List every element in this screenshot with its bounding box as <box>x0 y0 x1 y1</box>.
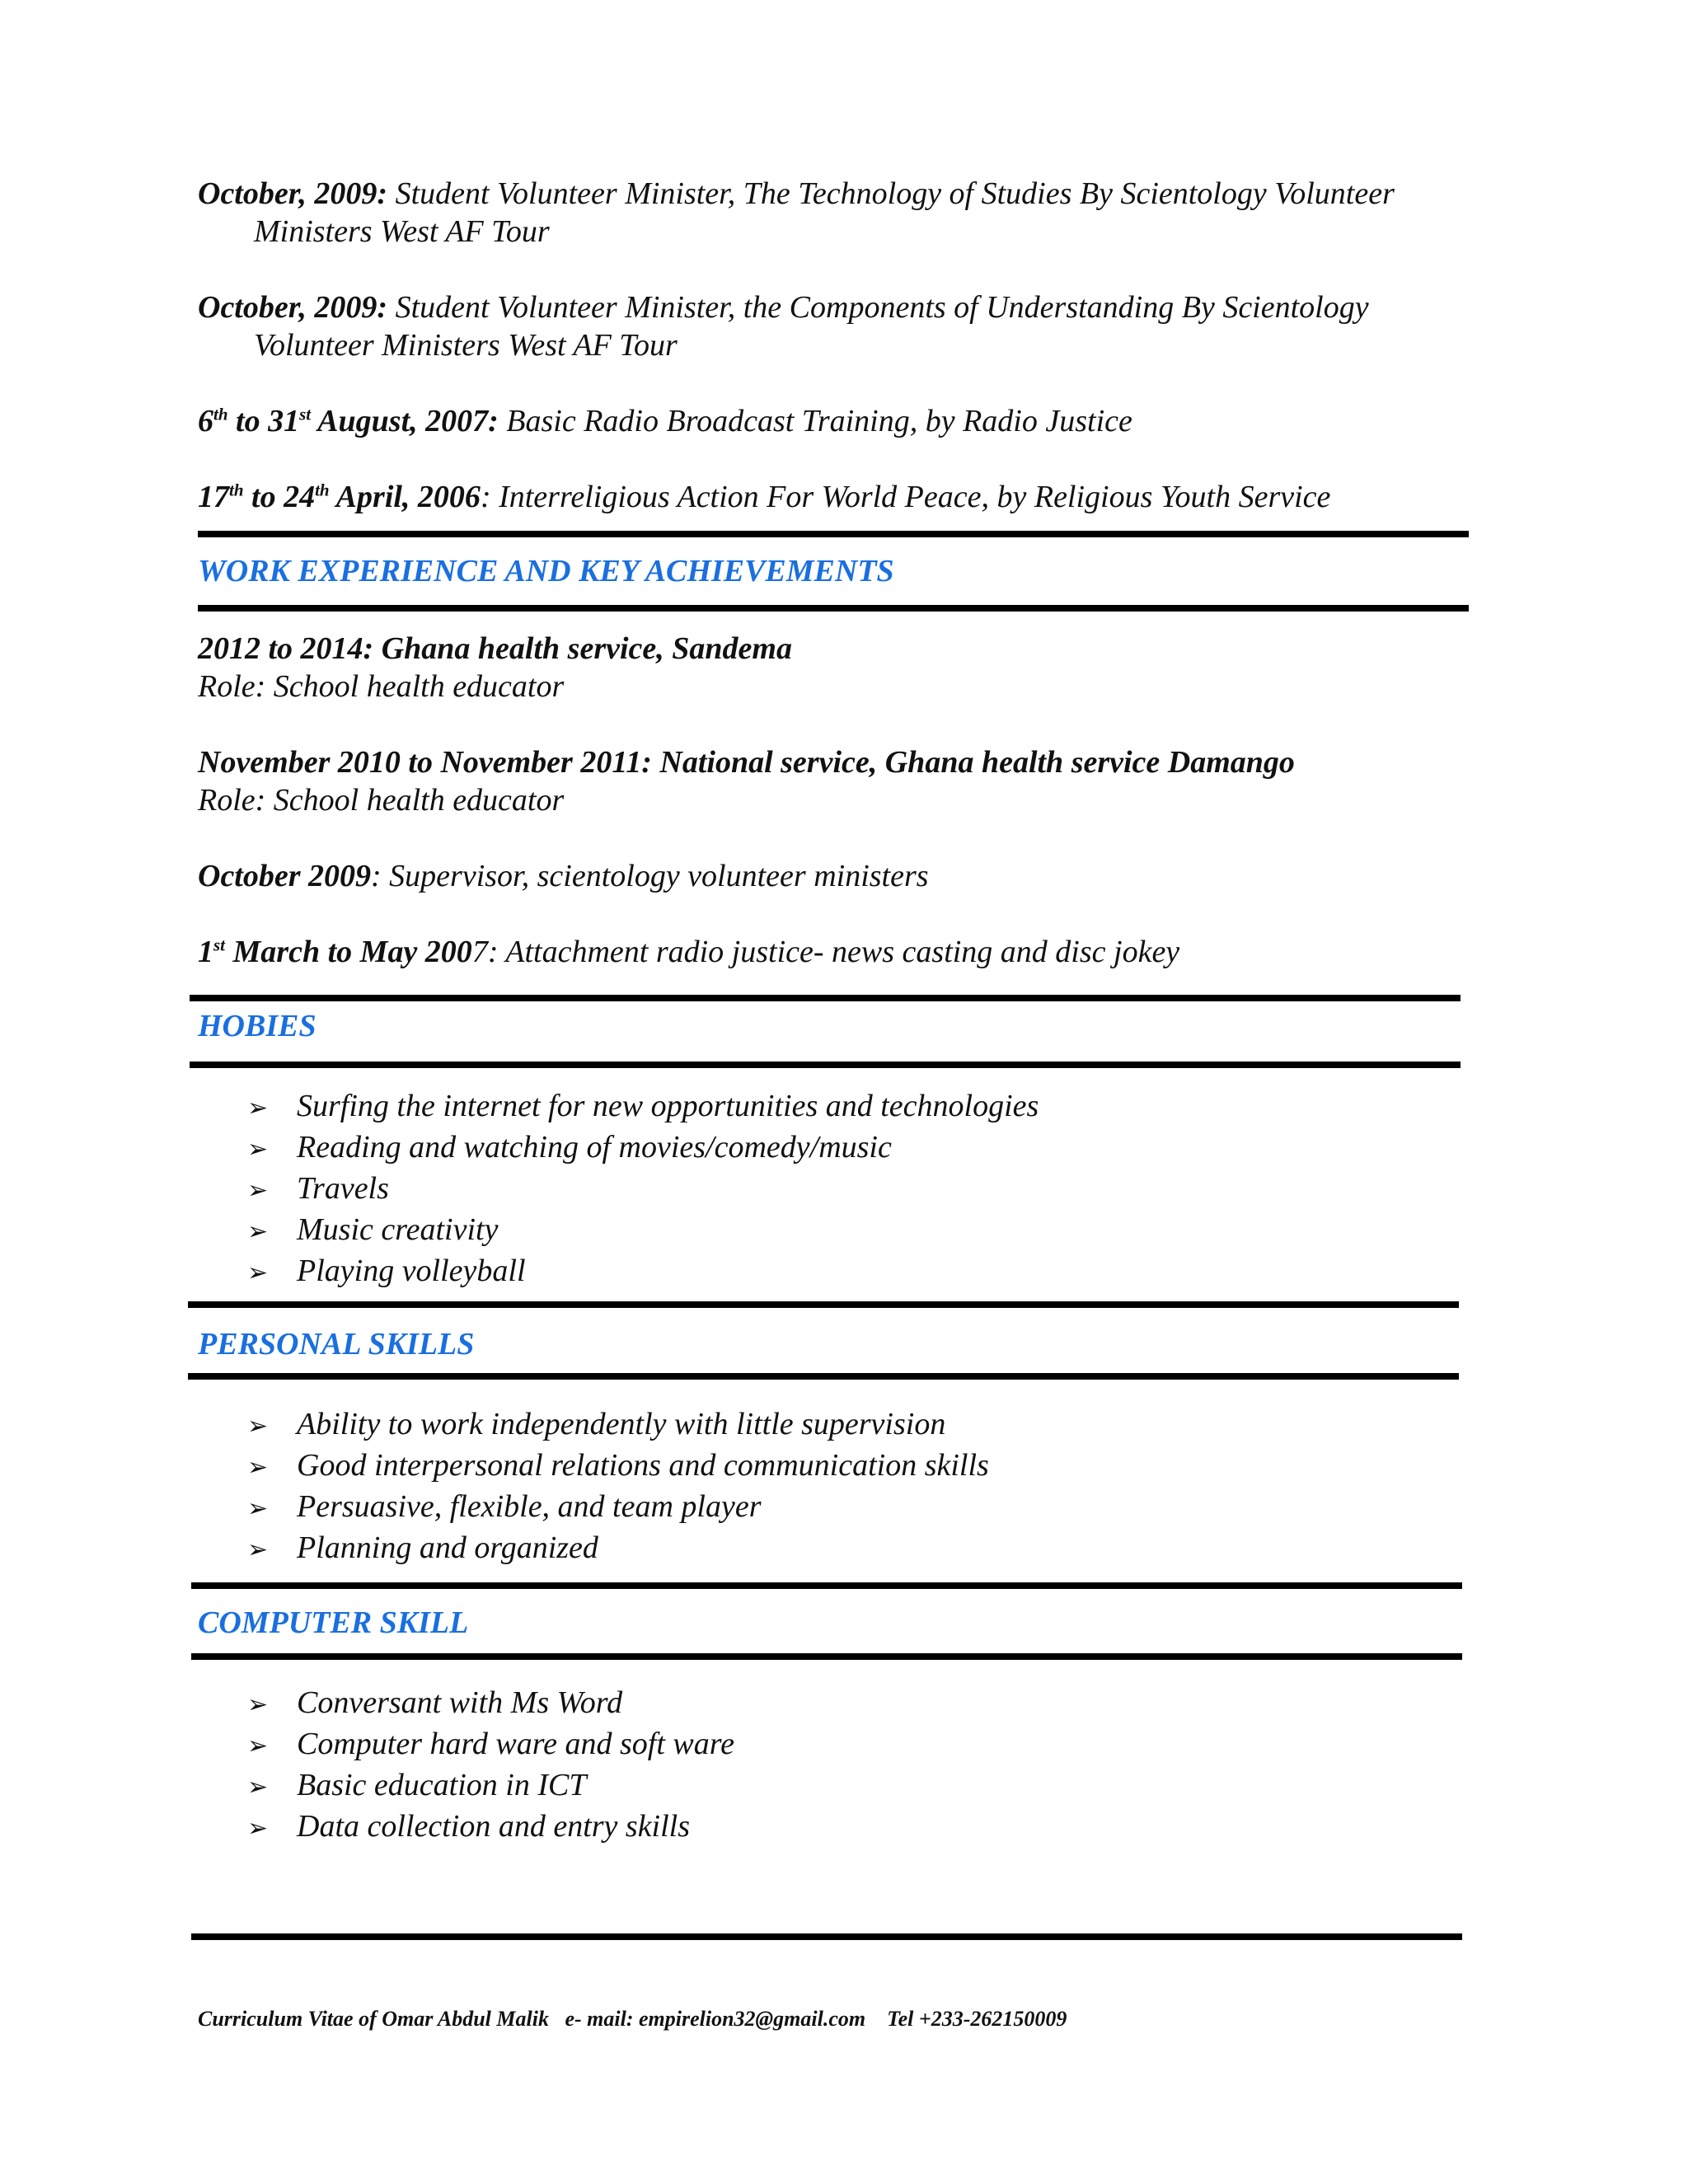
work-title: November 2010 to November 2011: National service, Ghana health service Damango <box>198 745 1295 780</box>
section-heading-personal-skills: PERSONAL SKILLS <box>198 1327 475 1361</box>
list-item: ➢ Good interpersonal relations and communication skills <box>247 1445 989 1486</box>
training-entry <box>198 478 1510 516</box>
work-role: Role: School health educator <box>198 669 565 704</box>
section-divider <box>190 995 1461 1001</box>
training-date: 6th to 31st August, 2007: <box>198 404 499 438</box>
list-item: ➢ Surfing the internet for new opportunities and technologies <box>247 1085 1039 1127</box>
section-divider <box>198 531 1469 537</box>
work-date: 1st March to May 200 <box>198 935 472 969</box>
work-entry <box>198 743 1510 819</box>
arrowhead-bullet-icon: ➢ <box>247 1217 269 1246</box>
work-entry: 1st March to May 2007: Attachment radio justice- news casting and disc jokey <box>198 935 1180 969</box>
arrowhead-bullet-icon: ➢ <box>247 1412 269 1441</box>
training-continuation: Ministers West AF Tour <box>254 214 550 249</box>
training-line <box>198 175 1510 213</box>
arrowhead-bullet-icon: ➢ <box>247 1773 269 1802</box>
arrowhead-bullet-icon: ➢ <box>247 1094 269 1122</box>
arrowhead-bullet-icon: ➢ <box>247 1258 269 1287</box>
arrowhead-bullet-icon: ➢ <box>247 1494 269 1523</box>
work-entry <box>198 630 1510 705</box>
training-date: 17th to 24th April, 2006 <box>198 480 481 514</box>
section-divider <box>190 1062 1461 1068</box>
work-text: : Supervisor, scientology volunteer ministers <box>371 859 929 893</box>
section-heading-hobbies: HOBIES <box>198 1009 316 1043</box>
work-date: October 2009 <box>198 859 372 893</box>
personal-skills-list <box>247 1404 989 1568</box>
training-date: October, 2009: <box>198 176 388 211</box>
list-item: ➢ Playing volleyball <box>247 1250 1039 1291</box>
list-item: ➢ Computer hard ware and soft ware <box>247 1723 734 1765</box>
arrowhead-bullet-icon: ➢ <box>247 1176 269 1205</box>
training-entry <box>198 288 1510 364</box>
page-footer: Curriculum Vitae of Omar Abdul Malik e- mail: empirelion32@gmail.com Tel +233-262150009 <box>198 2007 1067 2031</box>
list-item: ➢ Reading and watching of movies/comedy/music <box>247 1127 1039 1168</box>
training-text: : Interreligious Action For World Peace, by Religious Youth Service <box>480 480 1331 514</box>
section-divider <box>191 1582 1462 1589</box>
list-item: ➢ Travels <box>247 1168 1039 1209</box>
footer-name: Curriculum Vitae of Omar Abdul Malik <box>198 2007 549 2031</box>
section-divider <box>188 1301 1459 1308</box>
section-heading-computer-skill: COMPUTER SKILL <box>198 1605 469 1640</box>
list-item: ➢ Music creativity <box>247 1209 1039 1250</box>
training-line <box>198 288 1510 326</box>
list-item: ➢ Planning and organized <box>247 1527 989 1568</box>
section-divider <box>188 1373 1459 1380</box>
section-divider <box>198 605 1469 612</box>
arrowhead-bullet-icon: ➢ <box>247 1535 269 1564</box>
section-heading-work: WORK EXPERIENCE AND KEY ACHIEVEMENTS <box>198 554 894 588</box>
training-continuation: Volunteer Ministers West AF Tour <box>254 328 678 363</box>
training-text: Student Volunteer Minister, the Components of Understanding By Scientology <box>387 290 1369 325</box>
footer-email[interactable]: empirelion32@gmail.com <box>639 2007 866 2031</box>
list-item: ➢ Basic education in ICT <box>247 1765 734 1806</box>
section-divider <box>191 1653 1462 1660</box>
arrowhead-bullet-icon: ➢ <box>247 1453 269 1482</box>
training-text: Student Volunteer Minister, The Technology of Studies By Scientology Volunteer <box>387 176 1395 211</box>
arrowhead-bullet-icon: ➢ <box>247 1135 269 1164</box>
arrowhead-bullet-icon: ➢ <box>247 1732 269 1760</box>
footer-divider <box>191 1933 1462 1940</box>
training-entry <box>198 175 1510 251</box>
hobbies-list <box>247 1085 1039 1291</box>
footer-phone: Tel +233-262150009 <box>865 2007 1067 2031</box>
list-item: ➢ Data collection and entry skills <box>247 1806 734 1847</box>
computer-skill-list <box>247 1682 734 1847</box>
list-item: ➢ Persuasive, flexible, and team player <box>247 1486 989 1527</box>
work-role: Role: School health educator <box>198 783 565 818</box>
work-entry <box>198 857 1510 895</box>
work-title: 2012 to 2014: Ghana health service, Sandema <box>198 631 792 666</box>
work-text: : Attachment radio justice- news casting and disc jokey <box>487 935 1180 969</box>
training-entry <box>198 402 1510 440</box>
list-item: ➢ Ability to work independently with little supervision <box>247 1404 989 1445</box>
training-text: Basic Radio Broadcast Training, by Radio Justice <box>498 404 1132 438</box>
arrowhead-bullet-icon: ➢ <box>247 1690 269 1719</box>
arrowhead-bullet-icon: ➢ <box>247 1814 269 1843</box>
training-date: October, 2009: <box>198 290 388 325</box>
list-item: ➢ Conversant with Ms Word <box>247 1682 734 1723</box>
